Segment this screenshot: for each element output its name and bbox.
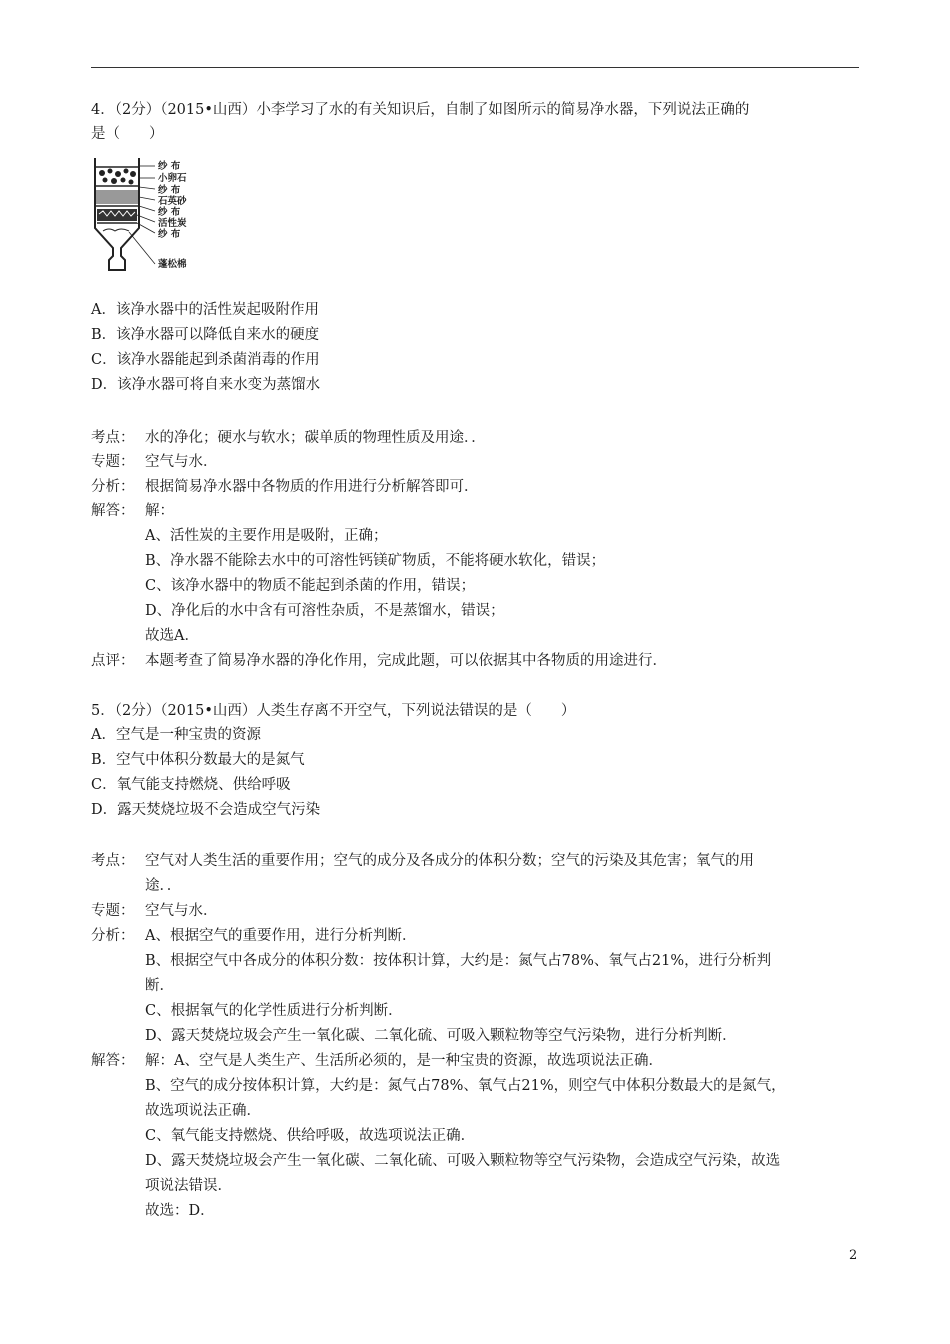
q4-kaodian-label: 考点： [91,430,135,446]
q4-jieda-label: 解答： [91,503,135,519]
q4-jieda-intro: 解： [145,503,174,519]
header-rule [91,67,859,68]
q4-zhuanti-text: 空气与水． [145,454,218,470]
q4-kaodian [91,428,486,448]
q4-jieda-line-3: C、该净水器中的物质不能起到杀菌的作用，错误； [145,578,476,594]
q5-fenxi-line-3: 断． [145,978,174,994]
q4-stem-line1: 4．（2分）（2015•山西）小李学习了水的有关知识后，自制了如图所示的简易净水器，下列说法正确的 [91,102,750,118]
q5-kaodian [91,851,754,871]
q5-option-a: A．空气是一种宝贵的资源 [91,727,261,743]
q5-jieda-line-3: 故选项说法正确． [145,1103,261,1119]
label-pebbles: 小卵石 [158,173,187,184]
q5-fenxi-label: 分析： [91,928,135,944]
q4-option-b: B．该净水器可以降低自来水的硬度 [91,327,320,343]
q5-option-c: C．氧气能支持燃烧、供给呼吸 [91,777,291,793]
label-activated-carbon: 活性炭 [158,218,187,229]
q4-jieda [91,501,174,521]
q5-kaodian-label: 考点： [91,853,135,869]
q4-jieda-line-2: B、净水器不能除去水中的可溶性钙镁矿物质，不能将硬水软化，错误； [145,553,606,569]
q4-fenxi-label: 分析： [91,479,135,495]
page-number: 2 [849,1248,858,1263]
q5-zhuanti-text: 空气与水． [145,903,218,919]
q5-kaodian-text-2: 途．． [145,878,182,894]
q5-fenxi [91,926,416,946]
water-filter-diagram [91,156,221,278]
label-cotton: 蓬松棉 [158,259,187,270]
label-gauze-2: 纱 布 [158,185,181,196]
q4-option-d: D．该净水器可将自来水变为蒸馏水 [91,377,321,393]
q5-zhuanti [91,901,218,921]
q5-jieda [91,1051,663,1071]
q5-jieda-line-6: 项说法错误． [145,1178,232,1194]
q4-jieda-line-1: A、活性炭的主要作用是吸附，正确； [145,528,388,544]
q5-jieda-line-5: D、露天焚烧垃圾会产生一氧化碳、二氧化硫、可吸入颗粒物等空气污染物，会造成空气污染，故选 [145,1153,781,1169]
q5-fenxi-line-5: D、露天焚烧垃圾会产生一氧化碳、二氧化硫、可吸入颗粒物等空气污染物，进行分析判断． [145,1028,737,1044]
q4-kaodian-text: 水的净化；硬水与软水；碳单质的物理性质及用途．． [145,430,486,446]
q5-option-b: B．空气中体积分数最大的是氮气 [91,752,305,768]
label-gauze-3: 纱 布 [158,207,181,218]
q4-dianping [91,651,667,671]
q4-option-c: C．该净水器能起到杀菌消毒的作用 [91,352,320,368]
q5-stem: 5．（2分）（2015•山西）人类生存离不开空气，下列说法错误的是（ ） [91,703,576,719]
q5-jieda-label: 解答： [91,1053,135,1069]
q4-option-a: A．该净水器中的活性炭起吸附作用 [91,302,319,318]
q5-kaodian-text-1: 空气对人类生活的重要作用；空气的成分及各成分的体积分数；空气的污染及其危害；氧气的用 [145,853,754,869]
label-quartz-sand: 石英砂 [158,196,187,207]
q4-dianping-text: 本题考查了简易净水器的净化作用，完成此题，可以依据其中各物质的用途进行． [145,653,667,669]
q5-fenxi-line-1: A、根据空气的重要作用，进行分析判断． [145,928,417,944]
q4-fenxi [91,477,479,497]
q4-zhuanti [91,452,218,472]
label-gauze-4: 纱 布 [158,229,181,240]
q5-jieda-line-7: 故选：D． [145,1203,215,1219]
q4-jieda-line-4: D、净化后的水中含有可溶性杂质，不是蒸馏水，错误； [145,603,505,619]
q5-jieda-line-4: C、氧气能支持燃烧、供给呼吸，故选项说法正确． [145,1128,476,1144]
q5-option-d: D．露天焚烧垃圾不会造成空气污染 [91,802,321,818]
q4-jieda-line-5: 故选A． [145,628,199,644]
q4-fenxi-text: 根据简易净水器中各物质的作用进行分析解答即可． [145,479,479,495]
q4-stem-line2: 是（ ） [91,126,164,142]
q4-zhuanti-label: 专题： [91,454,135,470]
q5-jieda-line-2: B、空气的成分按体积计算，大约是：氮气占78%、氧气占21%，则空气中体积分数最大的是氮气， [145,1078,786,1094]
q5-fenxi-line-4: C、根据氧气的化学性质进行分析判断． [145,1003,403,1019]
q5-fenxi-line-2: B、根据空气中各成分的体积分数：按体积计算，大约是：氮气占78%、氧气占21%，进行分析判 [145,953,772,969]
q5-zhuanti-label: 专题： [91,903,135,919]
q4-dianping-label: 点评： [91,653,135,669]
label-gauze-1: 纱 布 [158,161,181,172]
q5-jieda-line-1: 解：A、空气是人类生产、生活所必须的，是一种宝贵的资源，故选项说法正确． [145,1053,663,1069]
